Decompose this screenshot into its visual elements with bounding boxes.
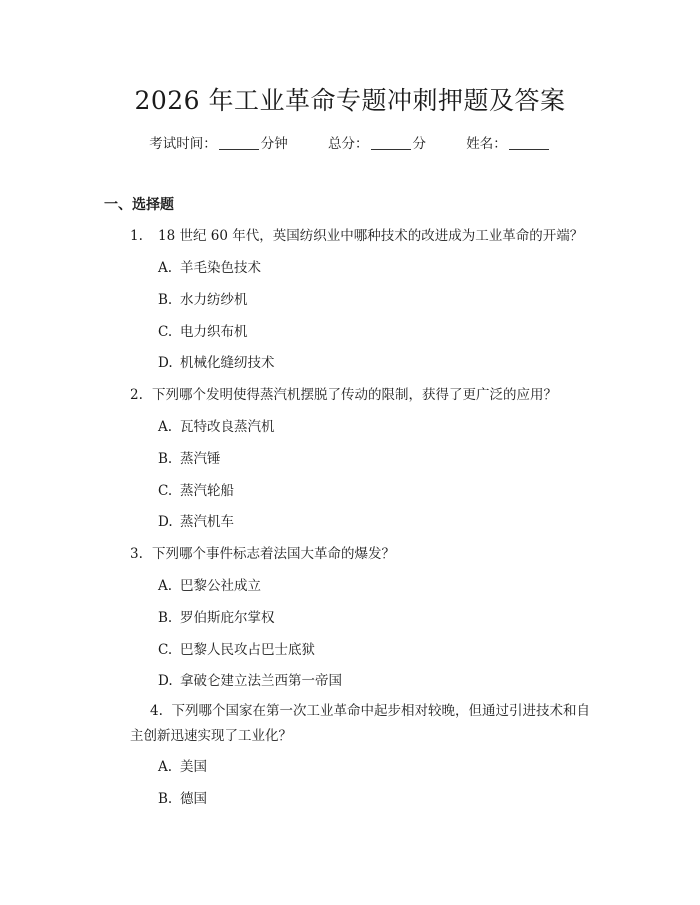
option-text: 机械化缝纫技术 <box>180 355 275 371</box>
name-label: 姓名： <box>466 136 507 152</box>
question-2 <box>130 383 557 403</box>
option-letter: D. <box>158 514 173 530</box>
option-text: 巴黎公社成立 <box>180 578 261 594</box>
exam-time-blank <box>219 149 259 150</box>
name-field <box>466 136 551 152</box>
document-title: 2026 年工业革命专题冲刺押题及答案 <box>134 86 566 115</box>
question-3-option-d <box>158 669 342 689</box>
question-1-option-b <box>158 288 248 308</box>
question-3 <box>130 542 395 562</box>
question-number: 2. <box>130 387 143 403</box>
option-text: 蒸汽锤 <box>180 451 221 467</box>
question-1 <box>130 224 583 244</box>
question-4 <box>130 699 600 749</box>
question-number: 4. <box>150 703 163 719</box>
option-letter: C. <box>158 642 173 658</box>
name-blank <box>509 149 549 150</box>
question-3-option-b <box>158 606 275 626</box>
option-letter: C. <box>158 483 173 499</box>
question-text: 下列哪个发明使得蒸汽机摆脱了传动的限制，获得了更广泛的应用？ <box>152 387 557 403</box>
option-text: 拿破仑建立法兰西第一帝国 <box>180 673 342 689</box>
question-2-option-b <box>158 447 221 467</box>
question-1-option-a <box>158 256 261 276</box>
option-text: 德国 <box>180 791 207 807</box>
question-1-option-c <box>158 320 248 340</box>
option-letter: A. <box>158 759 173 775</box>
question-3-option-a <box>158 574 261 594</box>
total-score-field <box>328 136 430 152</box>
option-letter: A. <box>158 419 173 435</box>
exam-time-label: 考试时间： <box>149 136 217 152</box>
option-text: 水力纺纱机 <box>180 292 248 308</box>
section-heading: 一、选择题 <box>104 197 174 213</box>
question-2-option-c <box>158 479 234 499</box>
option-text: 蒸汽机车 <box>180 514 234 530</box>
question-text: 下列哪个国家在第一次工业革命中起步相对较晚，但通过引进技术和自主创新迅速实现了工业化？ <box>130 703 590 744</box>
question-4-option-b <box>158 787 207 807</box>
option-text: 巴黎人民攻占巴士底狱 <box>180 642 315 658</box>
option-letter: D. <box>158 355 173 371</box>
question-2-option-d <box>158 510 234 530</box>
option-letter: C. <box>158 324 173 340</box>
question-2-option-a <box>158 415 275 435</box>
exam-time-field <box>149 136 292 152</box>
exam-meta <box>0 132 700 152</box>
exam-time-unit: 分钟 <box>260 136 288 152</box>
option-letter: B. <box>158 292 173 308</box>
question-number: 1. <box>130 228 143 244</box>
option-letter: B. <box>158 610 173 626</box>
question-number: 3. <box>130 546 143 562</box>
option-text: 美国 <box>180 759 207 775</box>
option-text: 罗伯斯庇尔掌权 <box>180 610 275 626</box>
option-letter: A. <box>158 260 173 276</box>
option-letter: B. <box>158 791 173 807</box>
question-text: 18 世纪 60 年代，英国纺织业中哪种技术的改进成为工业革命的开端？ <box>158 228 584 244</box>
option-letter: B. <box>158 451 173 467</box>
option-text: 羊毛染色技术 <box>180 260 261 276</box>
total-score-unit: 分 <box>412 136 426 152</box>
question-4-option-a <box>158 755 207 775</box>
question-3-option-c <box>158 638 315 658</box>
option-text: 瓦特改良蒸汽机 <box>180 419 275 435</box>
option-text: 蒸汽轮船 <box>180 483 234 499</box>
question-text: 下列哪个事件标志着法国大革命的爆发？ <box>152 546 395 562</box>
option-text: 电力织布机 <box>180 324 248 340</box>
question-1-option-d <box>158 351 275 371</box>
total-score-blank <box>371 149 411 150</box>
option-letter: A. <box>158 578 173 594</box>
total-score-label: 总分： <box>328 136 369 152</box>
option-letter: D. <box>158 673 173 689</box>
